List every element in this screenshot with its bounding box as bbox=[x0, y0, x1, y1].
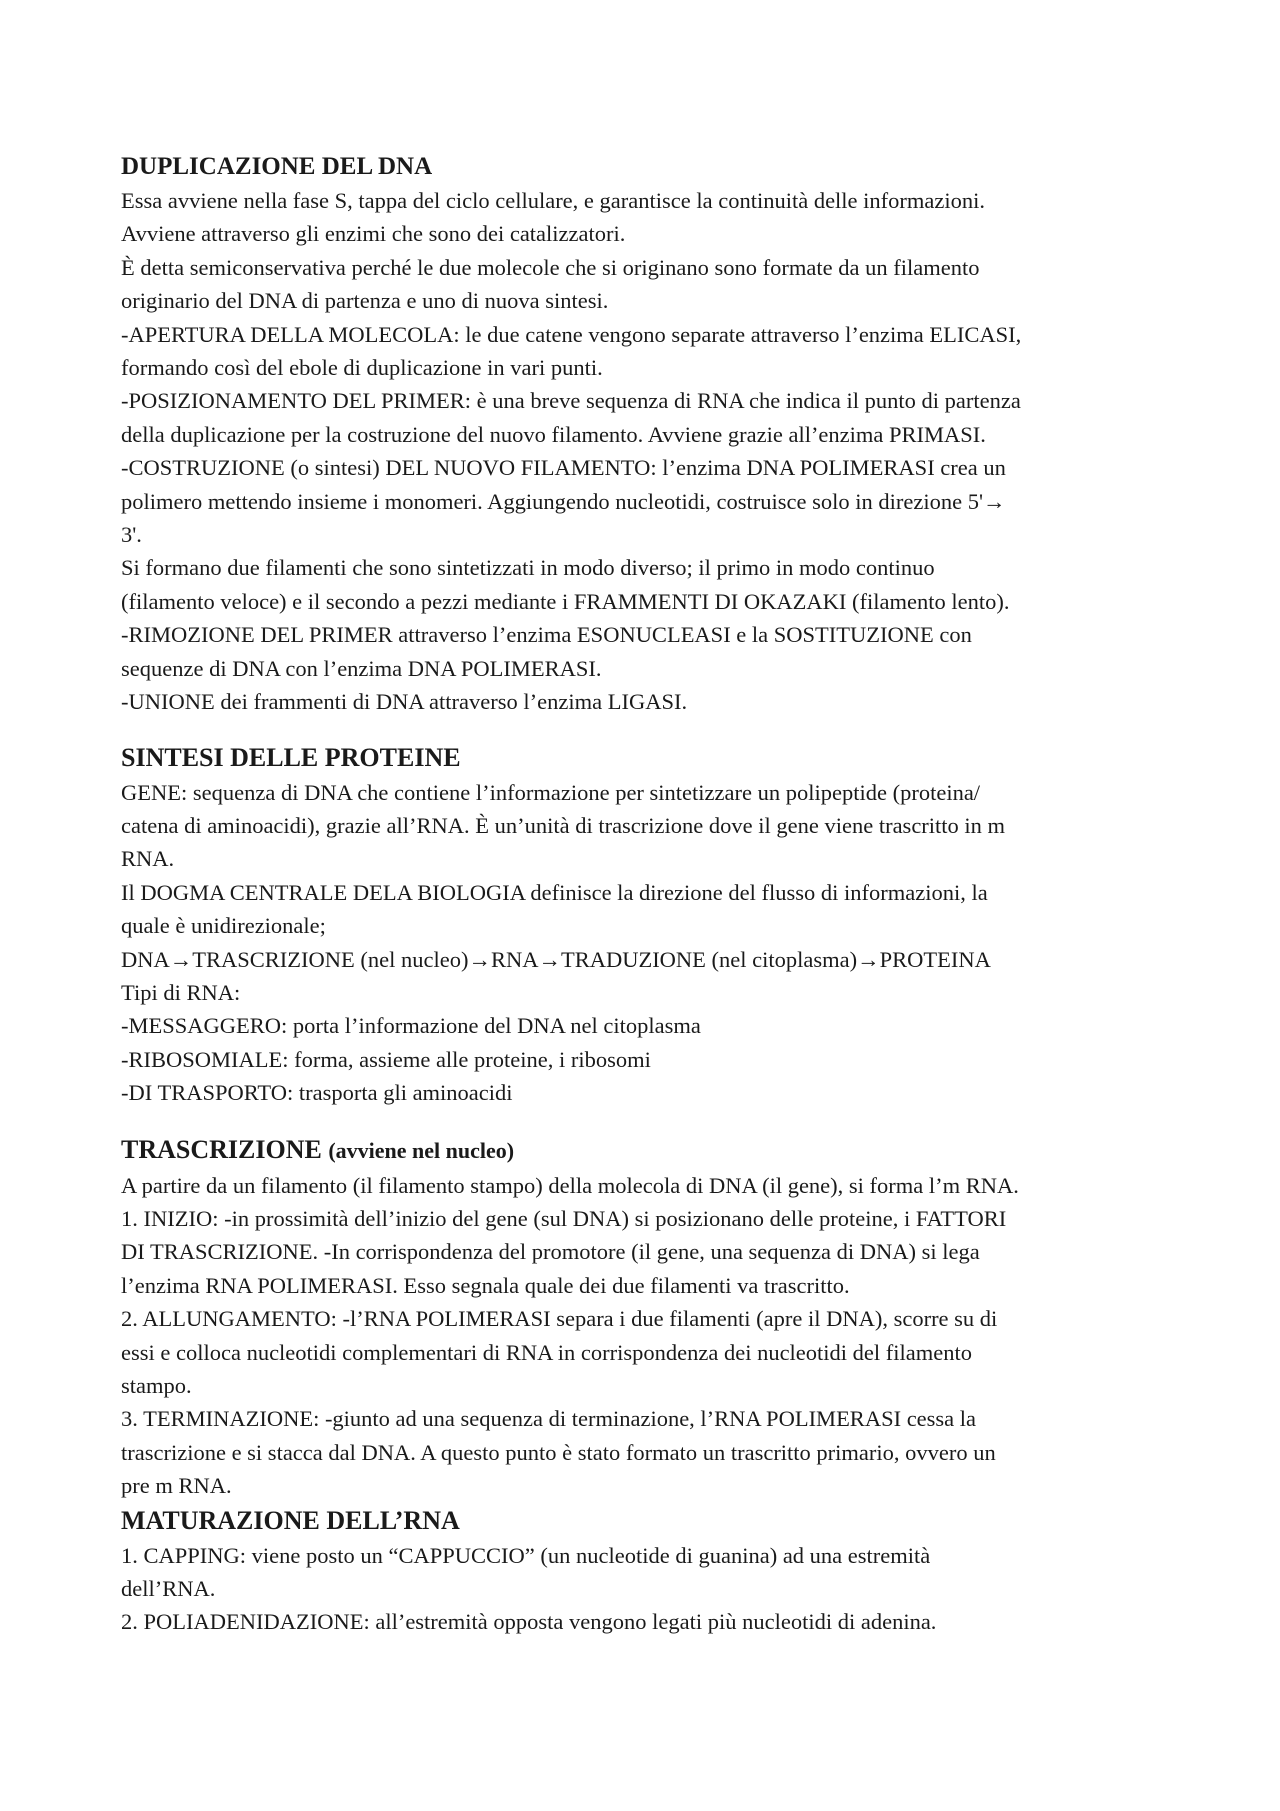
paragraph-line: originario del DNA di partenza e uno di nuova sintesi. bbox=[121, 288, 609, 314]
paragraph-line: formando così del ebole di duplicazione in vari punti. bbox=[121, 355, 603, 381]
paragraph-line: 2. ALLUNGAMENTO: -l’RNA POLIMERASI separa i due filamenti (apre il DNA), scorre su di bbox=[121, 1306, 998, 1332]
paragraph-line: A partire da un filamento (il filamento stampo) della molecola di DNA (il gene), si forma l’m RNA. bbox=[121, 1172, 1019, 1198]
section-title: DUPLICAZIONE DEL DNA bbox=[121, 153, 433, 180]
paragraph-line: 2. POLIADENIDAZIONE: all’estremità opposta vengono legati più nucleotidi di adenina. bbox=[121, 1609, 937, 1635]
paragraph-line: DI TRASCRIZIONE. -In corrispondenza del promotore (il gene, una sequenza di DNA) si lega bbox=[121, 1239, 980, 1265]
section-subtitle: (avviene nel nucleo) bbox=[328, 1137, 515, 1163]
paragraph-line: -DI TRASPORTO: trasporta gli aminoacidi bbox=[121, 1080, 513, 1106]
section-trascrizione bbox=[121, 1132, 1160, 1503]
paragraph-line: È detta semiconservativa perché le due molecole che si originano sono formate da un filamento bbox=[121, 254, 980, 280]
paragraph-line: quale è unidirezionale; bbox=[121, 913, 326, 939]
paragraph-line: 1. INIZIO: -in prossimità dell’inizio del gene (sul DNA) si posizionano delle proteine, i FATTORI bbox=[121, 1205, 1007, 1231]
paragraph-line: sequenze di DNA con l’enzima DNA POLIMERASI. bbox=[121, 655, 602, 681]
paragraph-line: trascrizione e si stacca dal DNA. A questo punto è stato formato un trascritto primario, ovvero un bbox=[121, 1439, 996, 1465]
section-title bbox=[121, 1132, 1160, 1169]
paragraph-line: -COSTRUZIONE (o sintesi) DEL NUOVO FILAMENTO: l’enzima DNA POLIMERASI crea un bbox=[121, 455, 1006, 481]
paragraph-line: (filamento veloce) e il secondo a pezzi mediante i FRAMMENTI DI OKAZAKI (filamento lento). bbox=[121, 588, 1010, 614]
paragraph-line: 3. TERMINAZIONE: -giunto ad una sequenza di terminazione, l’RNA POLIMERASI cessa la bbox=[121, 1406, 977, 1432]
paragraph-line: RNA. bbox=[121, 846, 175, 872]
paragraph-line: Avviene attraverso gli enzimi che sono dei catalizzatori. bbox=[121, 221, 626, 247]
paragraph-line: Si formano due filamenti che sono sintetizzati in modo diverso; il primo in modo continuo bbox=[121, 555, 935, 581]
section-title-text: TRASCRIZIONE bbox=[121, 1134, 322, 1164]
paragraph-line: Tipi di RNA: bbox=[121, 979, 241, 1005]
section-title: SINTESI DELLE PROTEINE bbox=[121, 742, 461, 772]
section-sintesi-proteine bbox=[121, 740, 1160, 1110]
paragraph-line: GENE: sequenza di DNA che contiene l’informazione per sintetizzare un polipeptide (proteina/ bbox=[121, 779, 981, 805]
paragraph-line: pre m RNA. bbox=[121, 1473, 232, 1499]
paragraph-line: polimero mettendo insieme i monomeri. Aggiungendo nucleotidi, costruisce solo in direzione 5'→ bbox=[121, 488, 1006, 514]
paragraph-line: -UNIONE dei frammenti di DNA attraverso l’enzima LIGASI. bbox=[121, 689, 688, 715]
paragraph-line: DNA→TRASCRIZIONE (nel nucleo)→RNA→TRADUZIONE (nel citoplasma)→PROTEINA bbox=[121, 946, 991, 972]
paragraph-line: -MESSAGGERO: porta l’informazione del DNA nel citoplasma bbox=[121, 1013, 701, 1039]
paragraph-line: 1. CAPPING: viene posto un “CAPPUCCIO” (un nucleotide di guanina) ad una estremità bbox=[121, 1542, 931, 1568]
section-title: MATURAZIONE DELL’RNA bbox=[121, 1505, 460, 1535]
paragraph-line: -APERTURA DELLA MOLECOLA: le due catene vengono separate attraverso l’enzima ELICASI, bbox=[121, 321, 1022, 347]
paragraph-line: -RIMOZIONE DEL PRIMER attraverso l’enzima ESONUCLEASI e la SOSTITUZIONE con bbox=[121, 622, 972, 648]
paragraph-line: Essa avviene nella fase S, tappa del ciclo cellulare, e garantisce la continuità delle informazioni. bbox=[121, 188, 986, 213]
paragraph-line: -POSIZIONAMENTO DEL PRIMER: è una breve sequenza di RNA che indica il punto di partenza bbox=[121, 388, 1021, 414]
paragraph-line: dell’RNA. bbox=[121, 1576, 216, 1602]
paragraph-line: catena di aminoacidi), grazie all’RNA. È un’unità di trascrizione dove il gene viene trascritto in m bbox=[121, 812, 1006, 838]
paragraph-line: della duplicazione per la costruzione del nuovo filamento. Avviene grazie all’enzima PRIMASI. bbox=[121, 421, 986, 447]
paragraph-line: stampo. bbox=[121, 1373, 192, 1398]
section-maturazione-rna bbox=[121, 1503, 1160, 1639]
paragraph-line: essi e colloca nucleotidi complementari di RNA in corrispondenza dei nucleotidi del filamento bbox=[121, 1339, 973, 1365]
paragraph-line: 3'. bbox=[121, 522, 142, 548]
paragraph-line: Il DOGMA CENTRALE DELA BIOLOGIA definisce la direzione del flusso di informazioni, la bbox=[121, 879, 988, 905]
paragraph-line: l’enzima RNA POLIMERASI. Esso segnala quale dei due filamenti va trascritto. bbox=[121, 1272, 850, 1298]
section-duplicazione bbox=[121, 150, 1160, 719]
paragraph-line: -RIBOSOMIALE: forma, assieme alle proteine, i ribosomi bbox=[121, 1046, 651, 1072]
